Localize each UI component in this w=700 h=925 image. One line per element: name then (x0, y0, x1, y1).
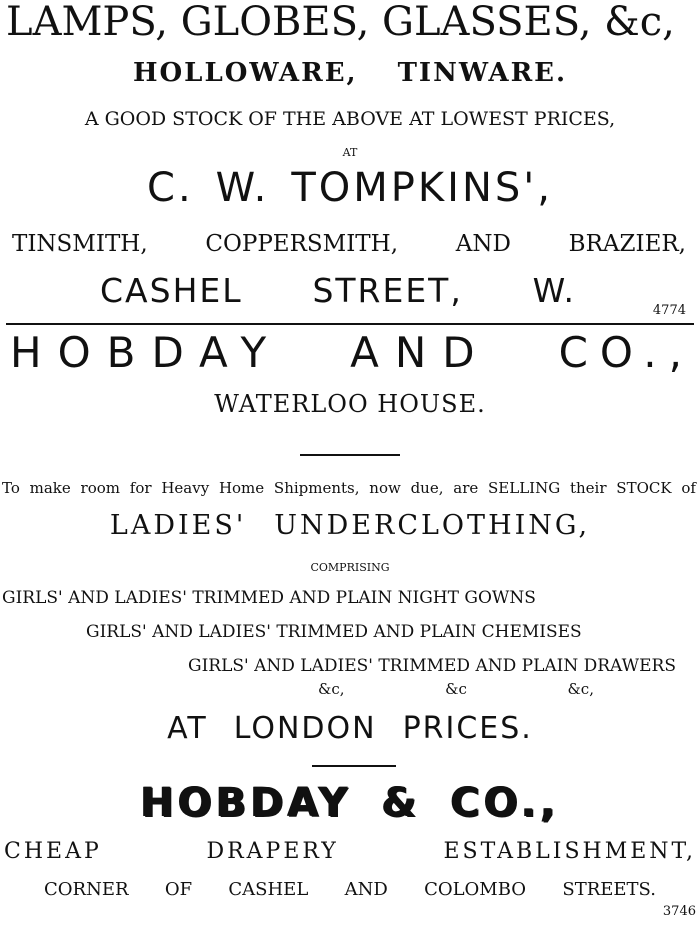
firm-word: AND (350, 328, 491, 377)
corner-word: OF (164, 879, 193, 900)
item-drawers: GIRLS' AND LADIES' TRIMMED AND PLAIN DRAWERS (188, 656, 676, 676)
prices-word: LONDON (233, 711, 377, 746)
firm-display-word: HOBDAY (140, 780, 352, 826)
intro-word: STOCK (616, 479, 672, 497)
merchant-name (0, 165, 700, 211)
short-rule (300, 454, 400, 456)
stock-line: A GOOD STOCK OF THE ABOVE AT LOWEST PRICES, (84, 108, 616, 130)
merchant-initial-c: C. (147, 165, 194, 211)
ad-reference-number: 3746 (662, 904, 696, 919)
establishment-word: CHEAP (4, 839, 102, 864)
establishment-word: DRAPERY (206, 839, 339, 864)
firm-display-ampersand: & (381, 780, 421, 826)
address-word: STREET, (312, 271, 463, 310)
item-night-gowns: GIRLS' AND LADIES' TRIMMED AND PLAIN NIGHT GOWNS (2, 588, 536, 608)
establishment-line (4, 841, 696, 863)
intro-word: SELLING (488, 479, 561, 497)
intro-word: Home (218, 479, 265, 497)
corner-word: AND (344, 879, 388, 900)
intro-word: for (129, 479, 152, 497)
comprising-label: COMPRISING (310, 561, 390, 574)
intro-word: make (29, 479, 71, 497)
merchant-surname: TOMPKINS', (291, 165, 553, 211)
intro-word: Heavy (161, 479, 210, 497)
ad-reference-number: 4774 (652, 303, 686, 318)
intro-word: room (80, 479, 121, 497)
category-word: LADIES' (109, 510, 247, 541)
intro-word: To (2, 479, 20, 497)
goods-holloware: HOLLOWARE, (132, 58, 358, 88)
intro-word: are (453, 479, 479, 497)
house-name: WATERLOO HOUSE. (214, 390, 486, 418)
corner-word: STREETS. (562, 879, 656, 900)
intro-word: now (369, 479, 401, 497)
item-chemises: GIRLS' AND LADIES' TRIMMED AND PLAIN CHEMISES (86, 622, 582, 642)
firm-display-word: CO., (450, 780, 560, 826)
prices-line (0, 711, 700, 746)
goods-line (0, 60, 700, 86)
merchant-initial-w: W. (215, 165, 270, 211)
trade-word: TINSMITH, (12, 231, 148, 257)
trade-word: COPPERSMITH, (205, 231, 399, 257)
address-word: W. (532, 271, 576, 310)
category-heading (0, 512, 700, 539)
address-line (100, 271, 576, 310)
etc-mark: &c, (318, 680, 345, 698)
category-word: UNDERCLOTHING, (274, 510, 591, 541)
corner-line (44, 881, 656, 899)
address-word: CASHEL (100, 271, 243, 310)
short-rule (312, 765, 396, 767)
intro-line (2, 481, 696, 496)
firm-name-heading (10, 328, 694, 377)
corner-word: CORNER (44, 879, 129, 900)
headline-lamps: LAMPS, GLOBES, GLASSES, &c, (6, 0, 675, 45)
corner-word: CASHEL (228, 879, 309, 900)
firm-word: HOBDAY (10, 328, 283, 377)
intro-word: Shipments, (273, 479, 360, 497)
etcetera-line (318, 682, 594, 697)
prices-word: AT (167, 711, 208, 746)
corner-word: COLOMBO (424, 879, 527, 900)
etc-mark: &c (445, 680, 467, 698)
etc-mark: &c, (567, 680, 594, 698)
establishment-word: ESTABLISHMENT, (443, 839, 696, 864)
divider-rule (6, 323, 694, 325)
firm-display-heading (0, 780, 700, 826)
intro-word: their (569, 479, 607, 497)
intro-word: due, (410, 479, 444, 497)
trades-line (12, 233, 686, 256)
at-line: AT (342, 146, 358, 159)
intro-word: of (681, 479, 696, 497)
trade-word: BRAZIER, (568, 231, 686, 257)
prices-word: PRICES. (402, 711, 533, 746)
firm-word: CO., (558, 328, 694, 377)
trade-word: AND (455, 231, 511, 257)
goods-tinware: TINWARE. (397, 58, 568, 88)
